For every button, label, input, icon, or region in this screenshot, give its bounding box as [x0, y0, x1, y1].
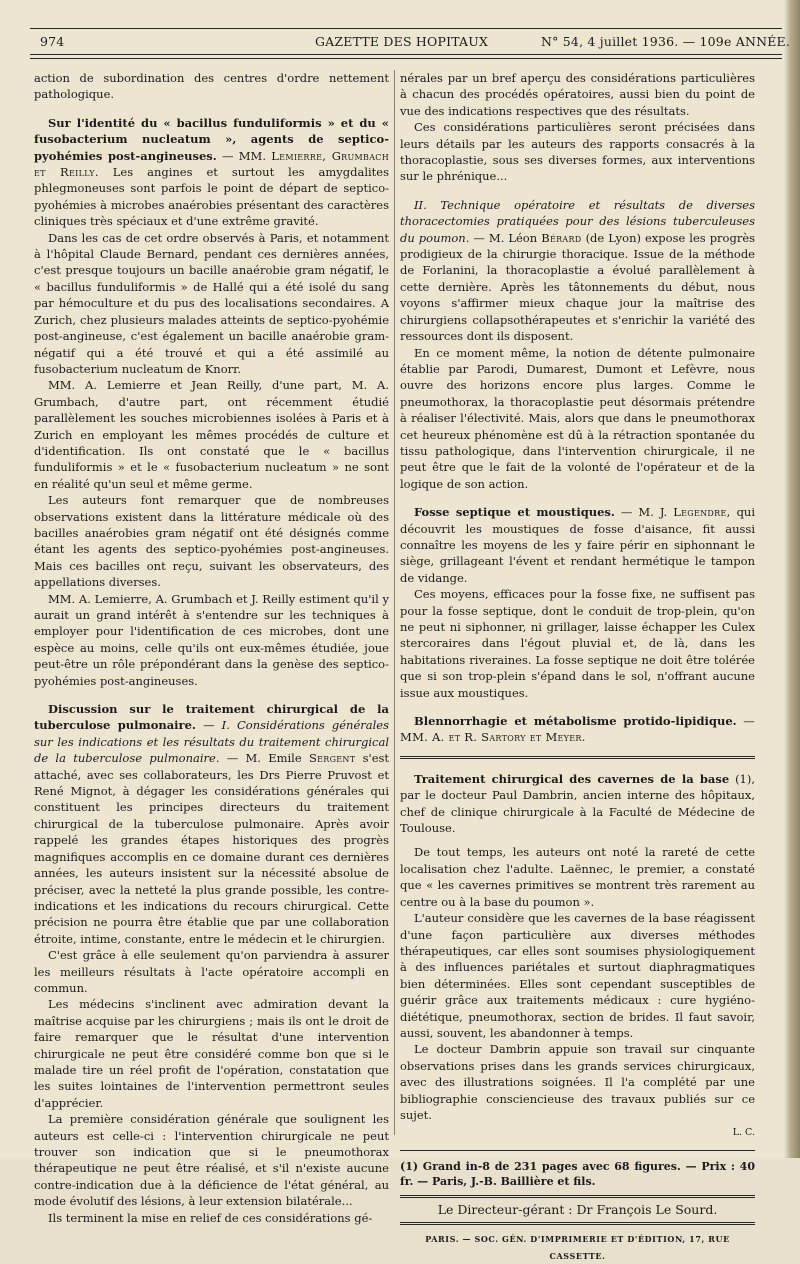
column-divider: [394, 70, 395, 1135]
article-title: Discussion sur le traitement chirurgical de la tuberculose pulmonaire.: [34, 702, 389, 733]
article-author: Bérard: [541, 230, 582, 245]
paragraph: C'est grâce à elle seulement qu'on parviendra à assurer les meilleurs résultats à l'acte opératoire accompli en commun.: [34, 948, 389, 995]
article-subtitle: — I. Considérations générales sur les indications et les résultats du traitement chirurgical de la tuberculose pulmonaire.: [34, 718, 390, 766]
article-title: Blennorrhagie et métabolisme protido-lipidique.: [414, 714, 737, 729]
article-title: Sur l'identité du « bacillus funduliformis » et du « fusobacterium nucleatum », agents de septico-pyohémies post-angineuses.: [34, 115, 389, 163]
paragraph: MM. A. Lemierre et Jean Reilly, d'une part, M. A. Grumbach, d'autre part, ont récemment étudié parallèlement les souches microbiennes isolées à Paris et à Zurich en employant les mêmes procédés de culture et d'identification. Ils ont constaté que le « bacillus funduliformis » et le « fusobacterium nucleatum » ne sont en réalité qu'un seul et même germe.: [34, 378, 389, 491]
paragraph: nérales par un bref aperçu des considérations particulières à chacun des procédés opératoires, aussi bien du point de vue des indications respectives que des résultats.: [400, 71, 755, 118]
article-lead: Les angines et surtout les amygdalites phlegmoneuses sont parfois le point de départ de septico-pyohémies à microbes anaérobies présentant des caractères cliniques très spéciaux et d'une extrême gravité.: [34, 165, 390, 229]
authors-prefix: — M. Emile: [226, 751, 302, 766]
article-author: Legendre,: [673, 505, 731, 520]
review-signature: L. C.: [732, 1127, 755, 1139]
paragraph: action de subordination des centres d'ordre nettement pathologique.: [34, 71, 389, 102]
paragraph: Dans les cas de cet ordre observés à Paris, et notamment à l'hôpital Claude Bernard, pendant ces dernières années, c'est presque toujours un bacille anaérobie gram négatif, le « bacillus funduliformis » de Hallé qui a été isolé du sang par hémoculture et du pus des localisations secondaires. A Zurich, chez plusieurs malades atteints de septico-pyohémie post-angineuse, c'est également un bacille anaérobie gram-négatif qui a été trouvé et qui a été assimilé au fusobacterium nucleatum de Knorr.: [34, 230, 389, 376]
article-sergent: [34, 701, 389, 947]
article-lemierre: [34, 115, 389, 230]
issue-date: N° 54, 4 juillet 1936. — 109e ANNÉE.: [541, 34, 791, 49]
book-review: [400, 771, 755, 837]
paragraph: Ces moyens, efficaces pour la fosse fixe, ne suffisent pas pour la fosse septique, dont le conduit de trop-plein, qu'on ne peut ni siphonner, ni grillager, laisse échapper les Culex stercoraires dans l'égout pluvial et, de là, dans les habitations riveraines. La fosse septique ne doit être tolérée que si son trop-plein s'épand dans le sol, n'offrant aucune issue aux moustiques.: [400, 587, 755, 700]
paragraph: MM. A. Lemierre, A. Grumbach et J. Reilly estiment qu'il y aurait un grand intérêt à s'entendre sur les techniques à employer pour l'identification de ces microbes, dont une espèce au moins, celle qu'ils ont eux-mêmes étudiée, joue peut-être un rôle prépondérant dans la genèse des septico-pyohémies post-angineuses.: [34, 591, 389, 688]
article-authors: — MM. A. et R. Sartory et Meyer.: [400, 714, 755, 745]
running-header: [32, 34, 791, 52]
footnote-rule: [400, 1150, 755, 1151]
paragraph: Le docteur Dambrin appuie son travail sur cinquante observations prises dans les grands services chirurgicaux, avec des illustrations soignées. Il l'a complété par une bibliographie consciencieuse des travaux publiés sur ce sujet.: [400, 1042, 755, 1122]
page-number: 974: [40, 34, 65, 49]
article-lead: (de Lyon) expose les progrès prodigieux de la chirurgie thoracique. Issue de la méthode de Forlanini, la thoracoplastie a évolué parallèlement à cette dernière. Après les tâtonnements du début, nous voyons s'affirmer mieux chaque jour la maîtrise des chirurgiens collapsothérapeutes et s'enrichir la variété des ressources dont ils disposent.: [400, 230, 756, 344]
left-column: [34, 70, 389, 1226]
article-berard: [400, 197, 755, 345]
paragraph: Les médecins s'inclinent avec admiration devant la maîtrise acquise par les chirurgiens ; mais ils ont le droit de faire remarquer que le résultat d'une intervention chirurgicale ne peut être considéré comme bon que si le malade tire un réel profit de l'opération, constatation que les suites lointaines de l'intervention permettront seules d'apprécier.: [34, 997, 389, 1110]
paragraph: En ce moment même, la notion de détente pulmonaire établie par Parodi, Dumarest, Dumont et Lefèvre, nous ouvre des horizons encore plus larges. Comme le pneumothorax, la thoracoplastie peut désormais prétendre à réaliser l'électivité. Mais, alors que dans le pneumothorax cet heureux phénomène est dû à la rétraction spontanée du tissu pathologique, dans l'intervention chirurgicale, il ne peut être que le fait de la volonté de l'opérateur et de la logique de son action.: [400, 345, 755, 491]
paragraph: Ces considérations particulières seront précisées dans leurs détails par les auteurs des rapports consacrés à la thoracoplastie, sous ses diverses formes, aux interventions sur le phrénique...: [400, 120, 755, 184]
article-title: Fosse septique et moustiques.: [414, 505, 615, 520]
director-line: Le Directeur-gérant : Dr François Le Sourd.: [437, 1201, 718, 1217]
article-title: II. Technique opératoire et résultats de diverses thoracectomies pratiquées pour des lésions tuberculeuses du poumon.: [400, 197, 755, 245]
paragraph: Ils terminent la mise en relief de ces considérations gé-: [48, 1210, 373, 1225]
authors-prefix: — M. J.: [620, 505, 668, 520]
journal-title: GAZETTE DES HOPITAUX: [315, 34, 489, 49]
article-author: Sergent: [308, 751, 356, 766]
article-sartory: [400, 713, 755, 746]
header-bottom-rule: [30, 54, 782, 55]
article-legendre: [400, 504, 755, 586]
printer-imprint: PARIS. — SOC. GÉN. D'IMPRIMERIE ET D'ÉDITION, 17, RUE CASSETTE.: [425, 1234, 730, 1261]
authors-prefix: — MM.: [222, 148, 266, 163]
article-lead: qui découvrit les moustiques de fosse d'aisance, fit aussi connaître les moyens de les y faire périr en siphonnant le siège, grillageant l'évent et rendant hermétique le tampon de vidange.: [400, 505, 756, 585]
director-rule-bottom: [400, 1222, 755, 1225]
director-rule-top: [400, 1195, 755, 1198]
review-title: Traitement chirurgical des cavernes de la base: [414, 771, 730, 786]
page-spine-shadow: [784, 0, 800, 1158]
paragraph: La première considération générale que soulignent les auteurs est celle-ci : l'intervention chirurgicale ne peut trouver son indication que si le pneumothorax thérapeutique ne peut être réalisé, et s'il n'existe aucune contre-indication due à la déficience de l'état général, au mode évolutif des lésions, à leur extension bilatérale...: [34, 1112, 389, 1209]
paragraph: Les auteurs font remarquer que de nombreuses observations existent dans la littérature médicale où des bacilles anaérobies gram négatif ont été désignés comme étant les agents des septico-pyohémies post-angineuses. Mais ces bacilles ont reçu, suivant les observateurs, des appellations diverses.: [34, 493, 389, 590]
paragraph: De tout temps, les auteurs ont noté la rareté de cette localisation chez l'adulte. Laënnec, le premier, a constaté que « les cavernes primitives se montrent très rarement au centre ou à la base du poumon ».: [400, 845, 755, 909]
article-lead: s'est attaché, avec ses collaborateurs, les Drs Pierre Pruvost et René Mignot, à dégager les considérations générales qui constituent les principes directeurs du traitement chirurgical de la tuberculose pulmonaire. Après avoir rappelé les grandes étapes historiques des progrès magnifiques accomplis en ce domaine durant ces dernières années, les auteurs insistent sur la nécessité absolue de préciser, avec la netteté la plus grande possible, les contre-indications et les indications du recours chirurgical. Cette précision ne pourra être établie que par une collaboration étroite, intime, constante, entre le médecin et le chirurgien.: [34, 751, 390, 946]
article-authors: Lemierre, Grumbach et Reilly.: [34, 148, 389, 180]
footnote: (1) Grand in-8 de 231 pages avec 68 figures. — Prix : 40 fr. — Paris, J.-B. Baillière et fils.: [400, 1159, 755, 1188]
review-lead: (1), par le docteur Paul Dambrin, ancien interne des hôpitaux, chef de clinique chirurgicale à la Faculté de Médecine de Toulouse.: [400, 771, 756, 836]
authors-prefix: — M. Léon: [473, 230, 538, 245]
paragraph: L'auteur considère que les cavernes de la base réagissent d'une façon particulière aux diverses méthodes thérapeutiques, car elles sont soumises physiologiquement à des influences pariétales et surtout diaphragmatiques bien déterminées. Elles sont cependant susceptibles de guérir grâce aux traitements médicaux : cure hygiéno-diététique, pneumothorax, section de brides. Il faut savoir, aussi, souvent, les abandonner à temps.: [400, 911, 755, 1040]
right-column: [400, 70, 755, 1264]
header-bottom-rule-2: [30, 58, 782, 59]
header-top-rule: [30, 28, 782, 29]
section-double-rule: [400, 756, 755, 759]
